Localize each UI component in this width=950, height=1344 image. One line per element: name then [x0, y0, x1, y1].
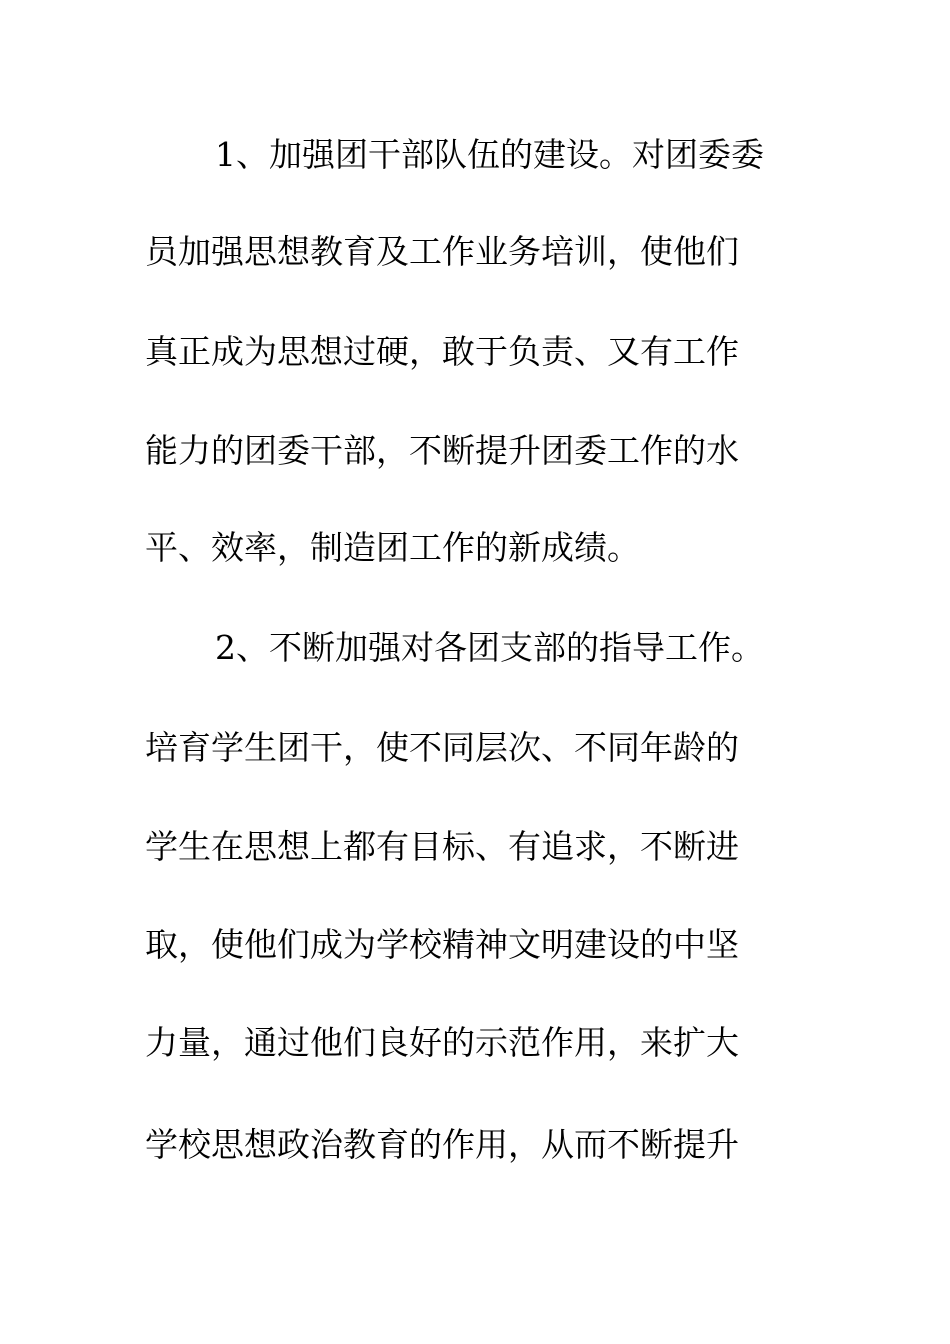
paragraph-line: 1、加强团干部队伍的建设。对团委委 — [215, 135, 764, 174]
paragraph-line: 能力的团委干部，不断提升团委工作的水 — [145, 431, 739, 470]
paragraph-line: 培育学生团干，使不同层次、不同年龄的 — [145, 728, 739, 767]
paragraph-line: 平、效率，制造团工作的新成绩。 — [145, 528, 640, 567]
paragraph-line: 真正成为思想过硬，敢于负责、又有工作 — [145, 332, 739, 371]
paragraph-line: 力量，通过他们良好的示范作用，来扩大 — [145, 1023, 739, 1062]
paragraph-line: 2、不断加强对各团支部的指导工作。 — [215, 628, 764, 667]
paragraph-line: 学校思想政治教育的作用，从而不断提升 — [145, 1125, 739, 1164]
paragraph-line: 取，使他们成为学校精神文明建设的中坚 — [145, 925, 739, 964]
paragraph-line: 员加强思想教育及工作业务培训，使他们 — [145, 232, 739, 271]
paragraph-line: 学生在思想上都有目标、有追求，不断进 — [145, 827, 739, 866]
